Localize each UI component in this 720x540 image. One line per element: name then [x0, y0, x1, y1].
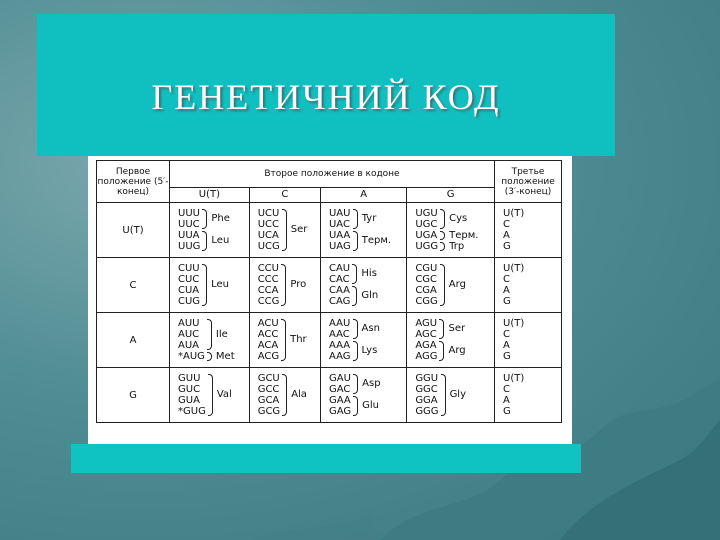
codon-cell	[320, 313, 406, 368]
amino-acid-list	[291, 208, 308, 252]
brace-group	[351, 207, 358, 253]
codon: AGU	[415, 318, 438, 329]
third-base: U(T)	[503, 373, 525, 384]
brace-mark	[441, 374, 446, 416]
codon-cell	[320, 368, 406, 423]
codon-list	[258, 263, 280, 307]
amino-acid-list	[362, 208, 391, 252]
codon: AUA	[178, 340, 200, 351]
codon-cell	[170, 313, 250, 368]
third-position-bases	[495, 203, 562, 258]
third-base: C	[503, 329, 510, 340]
amino-acid-list	[290, 318, 307, 362]
brace-group	[438, 207, 445, 253]
codon: UCG	[257, 241, 280, 252]
amino-acid: Ala	[291, 389, 307, 400]
codon: UUA	[178, 230, 200, 241]
third-base: U(T)	[503, 208, 525, 219]
header-second-position: Второе положение в кодоне	[170, 161, 495, 188]
brace-group	[438, 262, 445, 308]
brace-mark	[353, 374, 358, 394]
codon: UUC	[178, 219, 200, 230]
codon: GAG	[328, 406, 352, 417]
codon: UCC	[257, 219, 279, 230]
codon: UGC	[415, 219, 438, 230]
codon-list	[415, 208, 438, 252]
codon: GGA	[415, 395, 438, 406]
brace-mark	[353, 341, 358, 361]
codon: UGG	[415, 241, 439, 252]
codon: UUG	[178, 241, 201, 252]
brace-group	[350, 262, 357, 308]
codon: UAA	[328, 230, 351, 241]
title-box	[37, 14, 615, 156]
codon: CAG	[328, 296, 351, 307]
bottom-bar	[71, 444, 581, 473]
codon-cell	[320, 203, 406, 258]
codon: AAG	[328, 351, 351, 362]
amino-acid: Lys	[361, 345, 378, 356]
amino-acid: Ser	[290, 224, 308, 235]
codon-list	[258, 208, 280, 252]
amino-acid: Ile	[215, 329, 228, 340]
third-base: U(T)	[503, 318, 525, 329]
codon: CUC	[178, 274, 200, 285]
amino-acid: Pro	[290, 279, 307, 290]
codon: CGA	[415, 285, 437, 296]
brace-mark	[202, 209, 207, 229]
codon: CGU	[415, 263, 438, 274]
amino-acid: Ser	[448, 323, 466, 334]
amino-acid-list	[217, 373, 232, 417]
codon: AUU	[178, 318, 200, 329]
codon: CCC	[257, 274, 279, 285]
codon: CAA	[328, 285, 350, 296]
codon-cell	[407, 258, 495, 313]
amino-acid: Glu	[362, 400, 380, 411]
codon: ACC	[257, 329, 279, 340]
third-position-bases	[495, 258, 562, 313]
amino-acid: Arg	[448, 279, 466, 290]
codon: GUU	[178, 373, 201, 384]
brace-mark	[352, 286, 357, 306]
brace-mark	[202, 231, 207, 251]
codon-list	[258, 318, 279, 362]
amino-acid-list	[449, 263, 466, 307]
amino-acid: Asn	[361, 323, 380, 334]
brace-group	[279, 317, 286, 363]
brace-mark	[208, 374, 213, 416]
amino-acid-list	[450, 373, 466, 417]
amino-acid: Gln	[361, 290, 379, 301]
codon: UAU	[328, 208, 351, 219]
codon-list	[415, 263, 437, 307]
amino-acid: Thr	[290, 334, 307, 345]
brace-mark	[207, 352, 212, 361]
codon: GCC	[257, 384, 280, 395]
codon: GCG	[257, 406, 281, 417]
brace-group	[206, 372, 213, 418]
amino-acid: Tyr	[361, 213, 377, 224]
amino-acid-list	[216, 318, 235, 362]
brace-mark	[352, 264, 357, 284]
brace-group	[279, 262, 286, 308]
brace-mark	[439, 319, 444, 339]
codon: GGC	[415, 384, 438, 395]
codon: ACG	[257, 351, 280, 362]
amino-acid-list	[362, 318, 380, 362]
amino-acid: Терм.	[361, 235, 392, 246]
codon: GAA	[328, 395, 351, 406]
codon: GCU	[257, 373, 280, 384]
codon: *GUG	[178, 406, 206, 417]
third-base: G	[503, 351, 511, 362]
amino-acid-list	[362, 373, 380, 417]
genetic-code-sheet	[88, 156, 572, 446]
third-base: G	[503, 296, 511, 307]
codon-cell	[407, 313, 495, 368]
column-header: C	[249, 188, 320, 203]
table-row	[97, 313, 562, 368]
codon: GGU	[415, 373, 439, 384]
amino-acid-list	[290, 263, 306, 307]
brace-group	[351, 317, 358, 363]
amino-acid: Asp	[362, 378, 381, 389]
codon: GUA	[178, 395, 200, 406]
codon-list	[178, 318, 205, 362]
codon: CGG	[415, 296, 438, 307]
codon-cell	[249, 203, 320, 258]
codon-list	[329, 318, 351, 362]
amino-acid: Phe	[211, 213, 230, 224]
codon-cell	[407, 203, 495, 258]
codon: UAC	[328, 219, 350, 230]
brace-mark	[439, 341, 444, 361]
third-base: U(T)	[503, 263, 525, 274]
brace-mark	[440, 264, 445, 306]
amino-acid: Val	[216, 389, 232, 400]
codon-cell	[170, 258, 250, 313]
codon: UAG	[328, 241, 351, 252]
third-position-bases	[495, 313, 562, 368]
brace-group	[200, 262, 207, 308]
brace-group	[351, 372, 358, 418]
third-base: C	[503, 219, 510, 230]
codon: AGA	[415, 340, 437, 351]
amino-acid: Trp	[449, 241, 465, 252]
codon: ACA	[257, 340, 279, 351]
brace-mark	[207, 319, 212, 350]
first-position-base: G	[97, 368, 170, 423]
amino-acid-list	[449, 208, 478, 252]
first-position-base: C	[97, 258, 170, 313]
codon-list	[329, 263, 350, 307]
codon: GCA	[257, 395, 280, 406]
codon: UGA	[415, 230, 438, 241]
codon: AAA	[328, 340, 351, 351]
brace-mark	[353, 231, 358, 251]
codon: ACU	[257, 318, 279, 329]
amino-acid: Leu	[211, 279, 229, 290]
amino-acid-list	[291, 373, 307, 417]
amino-acid: Arg	[448, 345, 466, 356]
brace-group	[205, 317, 212, 363]
codon-list	[258, 373, 280, 417]
brace-mark	[281, 264, 286, 306]
amino-acid-list	[211, 263, 229, 307]
codon: CAC	[328, 274, 350, 285]
codon: CCA	[257, 285, 279, 296]
brace-mark	[353, 209, 358, 229]
codon: UCA	[257, 230, 279, 241]
brace-mark	[440, 242, 445, 251]
codon: CCG	[257, 296, 280, 307]
first-position-base: A	[97, 313, 170, 368]
codon: CUG	[178, 296, 201, 307]
codon: GAC	[328, 384, 351, 395]
table-body	[97, 203, 562, 423]
slide-title: ГЕНЕТИЧНИЙ КОД	[151, 77, 501, 117]
codon-cell	[320, 258, 406, 313]
amino-acid: His	[361, 268, 377, 279]
brace-group	[200, 207, 207, 253]
amino-acid: Cys	[449, 213, 468, 224]
brace-group	[439, 372, 446, 418]
third-base: C	[503, 384, 510, 395]
codon-cell	[170, 203, 250, 258]
codon: AGC	[415, 329, 437, 340]
brace-mark	[440, 231, 445, 240]
amino-acid: Met	[215, 351, 235, 362]
codon: UUU	[178, 208, 200, 219]
third-base: A	[503, 395, 510, 406]
amino-acid-list	[361, 263, 378, 307]
column-header: U(T)	[170, 188, 250, 203]
brace-mark	[202, 264, 207, 306]
brace-group	[280, 207, 287, 253]
codon-cell	[407, 368, 495, 423]
brace-mark	[282, 209, 287, 251]
codon: CAU	[328, 263, 351, 274]
codon-cell	[249, 313, 320, 368]
codon: CGC	[415, 274, 438, 285]
codon-list	[415, 373, 438, 417]
third-base: G	[503, 406, 511, 417]
brace-mark	[281, 319, 286, 361]
codon: GAU	[328, 373, 351, 384]
header-third-position: Третье положение (3′-конец)	[495, 161, 562, 203]
table-row	[97, 258, 562, 313]
codon: GGG	[415, 406, 439, 417]
column-header: A	[320, 188, 406, 203]
codon-list	[178, 373, 206, 417]
codon: AAC	[328, 329, 350, 340]
codon-cell	[249, 258, 320, 313]
genetic-code-table	[96, 160, 562, 423]
table-row	[97, 368, 562, 423]
third-base: A	[503, 230, 510, 241]
codon-list	[415, 318, 437, 362]
codon: CUU	[178, 263, 200, 274]
codon: *AUG	[178, 351, 205, 362]
amino-acid: Gly	[449, 389, 467, 400]
header-first-position: Первое положение (5′-конец)	[97, 161, 170, 203]
third-base: A	[503, 285, 510, 296]
brace-group	[280, 372, 287, 418]
amino-acid: Leu	[211, 235, 230, 246]
brace-mark	[353, 396, 358, 416]
codon-list	[329, 373, 351, 417]
amino-acid-list	[448, 318, 465, 362]
third-base: G	[503, 241, 511, 252]
codon-list	[178, 263, 200, 307]
table-row	[97, 203, 562, 258]
codon: AAU	[328, 318, 351, 329]
brace-group	[437, 317, 444, 363]
codon-cell	[170, 368, 250, 423]
codon-list	[178, 208, 200, 252]
third-base: C	[503, 274, 510, 285]
third-position-bases	[495, 368, 562, 423]
brace-mark	[440, 209, 445, 229]
codon-cell	[249, 368, 320, 423]
amino-acid-list	[211, 208, 230, 252]
codon: CUA	[178, 285, 200, 296]
brace-mark	[282, 374, 287, 416]
third-base: A	[503, 340, 510, 351]
codon: CCU	[257, 263, 279, 274]
codon: UGU	[415, 208, 438, 219]
codon: GUC	[178, 384, 201, 395]
codon: AGG	[415, 351, 438, 362]
first-position-base: U(T)	[97, 203, 170, 258]
amino-acid: Терм.	[449, 230, 479, 241]
codon-list	[329, 208, 351, 252]
codon: UCU	[257, 208, 280, 219]
column-header: G	[407, 188, 495, 203]
brace-mark	[353, 319, 358, 339]
codon: AUC	[178, 329, 200, 340]
